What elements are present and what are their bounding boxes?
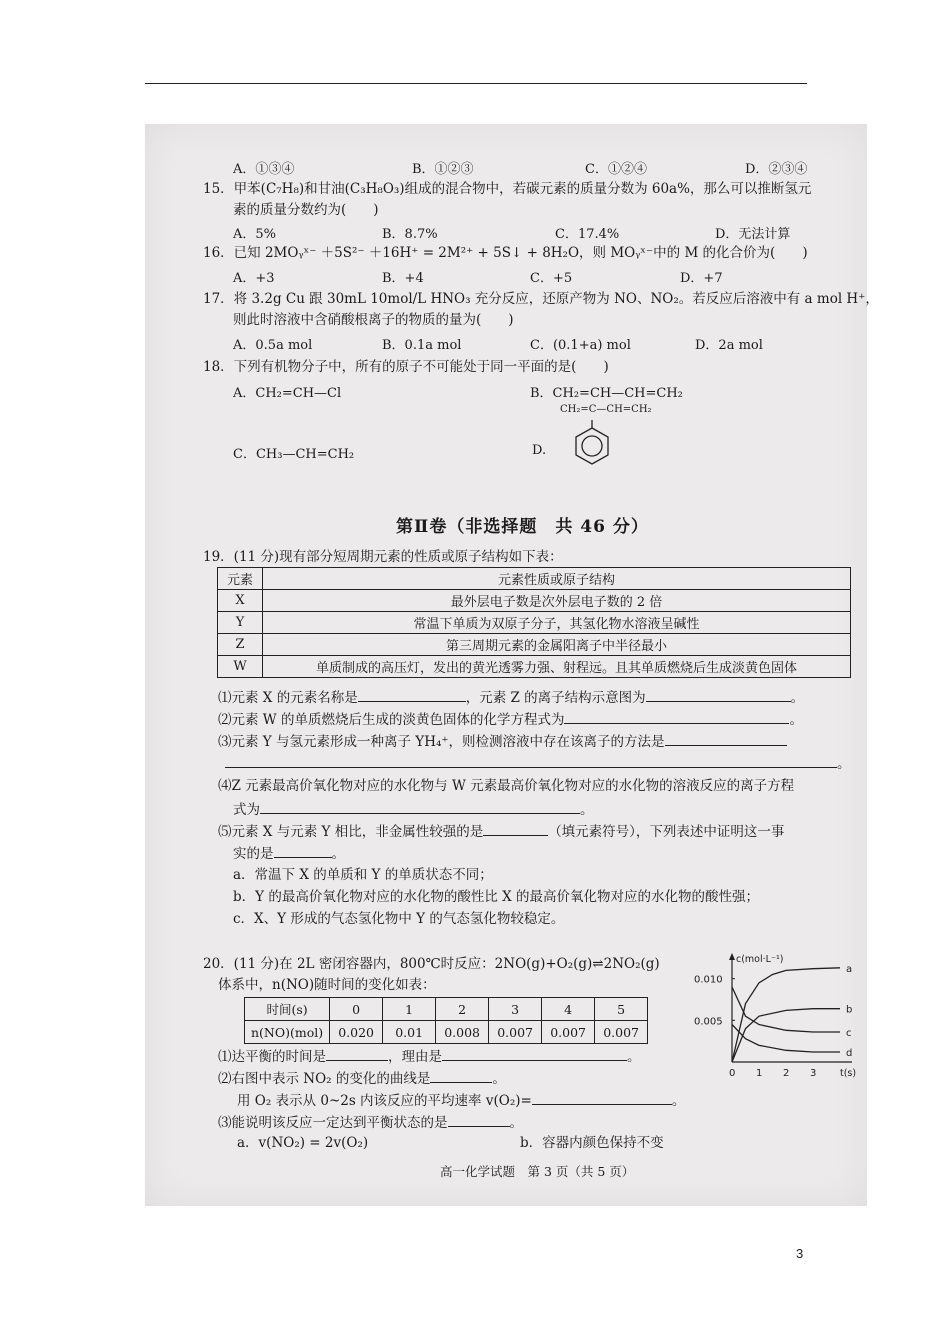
table-cell: 4 <box>542 998 595 1021</box>
table-cell: 5 <box>595 998 648 1021</box>
q17-line1: 17．将 3.2g Cu 跟 30mL 10mol/L HNO₃ 充分反应，还原产物为 NO、NO₂。若反应后溶液中有 a mol H⁺， <box>203 291 879 307</box>
series-label-c: c <box>846 1028 852 1039</box>
table-cell: 最外层电子数是次外层电子数的 2 倍 <box>263 590 851 612</box>
answer-blank[interactable] <box>448 1112 510 1127</box>
table-cell: Z <box>218 634 263 656</box>
table-cell: 0.008 <box>436 1021 489 1044</box>
answer-blank[interactable] <box>225 753 837 768</box>
x-tick-label: 0 <box>729 1068 736 1079</box>
q18-option-b: B．CH₂=CH—CH=CH₂ <box>530 386 683 401</box>
series-line-a <box>732 968 840 1062</box>
table-cell: W <box>218 656 263 678</box>
q17-option-d: D．2a mol <box>695 338 763 353</box>
q16-option-a: A．+3 <box>233 271 275 286</box>
q18-line1: 18．下列有机物分子中，所有的原子不可能处于同一平面的是( ) <box>203 359 609 375</box>
page-number: 3 <box>796 1246 804 1261</box>
q14-option-a: A．①③④ <box>233 162 295 177</box>
q15-line1: 15．甲苯(C₇H₈)和甘油(C₃H₈O₃)组成的混合物中，若碳元素的质量分数为 60a%，那么可以推断氢元 <box>203 181 812 197</box>
q15-option-b: B．8.7% <box>382 227 438 242</box>
q20-option-a: a．v(NO₂) = 2v(O₂) <box>237 1135 369 1151</box>
answer-blank[interactable] <box>442 1046 627 1061</box>
q19-option-a: a．常温下 X 的单质和 Y 的单质状态不同； <box>233 867 493 883</box>
q19-part4-line1: ⑷Z 元素最高价氧化物对应的水化物与 W 元素最高价氧化物对应的水化物的溶液反应的离子方程 <box>218 778 795 794</box>
q19-part3 <box>218 731 787 751</box>
table-header-property: 元素性质或原子结构 <box>263 568 851 590</box>
y-tick-label: 0.010 <box>694 974 723 986</box>
table-cell: 2 <box>436 998 489 1021</box>
table-cell: 第三周期元素的金属阳离子中半径最小 <box>263 634 851 656</box>
q16-option-d: D．+7 <box>680 271 723 286</box>
section-title: 第Ⅱ卷（非选择题 共 46 分） <box>396 517 649 537</box>
answer-blank[interactable] <box>358 687 466 702</box>
q20-line2: 体系中，n(NO)随时间的变化如表： <box>218 977 436 993</box>
q19-part4-text: 式为 <box>233 802 260 818</box>
q18-option-a: A．CH₂=CH—Cl <box>233 386 342 401</box>
q15-option-c: C．17.4% <box>555 227 620 242</box>
series-line-b <box>732 1009 840 1062</box>
table-row <box>218 656 851 678</box>
q16-line1: 16．已知 2MOᵧˣ⁻ ＋5S²⁻ ＋16H⁺ = 2M²⁺ + 5S↓ + 8H₂O，则 MOᵧˣ⁻中的 M 的化合价为( ) <box>203 245 808 261</box>
series-line-c <box>732 987 840 1032</box>
q17-option-c: C．(0.1+a) mol <box>530 338 631 353</box>
q19-part5-line2: 实的是 。 <box>233 843 345 863</box>
q18-d-formula: CH₂=C—CH=CH₂ <box>560 404 652 415</box>
answer-blank[interactable] <box>430 1068 492 1083</box>
q17-option-b: B．0.1a mol <box>382 338 462 353</box>
q19-part5-text-a: ⑸元素 X 与元素 Y 相比，非金属性较强的是 <box>218 824 484 840</box>
q17-option-a: A．0.5a mol <box>233 338 313 353</box>
q20-table <box>244 997 648 1044</box>
q20-part1: ⑴达平衡的时间是 ，理由是 。 <box>218 1046 641 1066</box>
q15-option-d: D．无法计算 <box>715 227 791 242</box>
q20-part2-text: ⑵右图中表示 NO₂ 的变化的曲线是 <box>218 1071 431 1087</box>
q14-option-b: B．①②③ <box>412 162 474 177</box>
q19-part5-text-c: 实的是 <box>233 846 274 862</box>
q18-option-c: C．CH₃—CH=CH₂ <box>233 447 355 462</box>
series-line-d <box>732 1025 840 1053</box>
table-row <box>218 612 851 634</box>
x-tick-label: 3 <box>810 1068 817 1079</box>
answer-blank[interactable] <box>665 731 787 746</box>
x-tick-label: 1 <box>756 1068 763 1079</box>
q19-part2-text: ⑵元素 W 的单质燃烧后生成的淡黄色固体的化学方程式为 <box>218 712 565 728</box>
table-cell: 时间(s) <box>245 998 330 1021</box>
y-axis-arrow <box>729 953 735 960</box>
answer-blank[interactable] <box>646 687 791 702</box>
q20-part1-text-b: ，理由是 <box>388 1049 442 1065</box>
y-tick-label: 0.005 <box>694 1016 723 1028</box>
q19-table <box>217 567 851 678</box>
table-cell: Y <box>218 612 263 634</box>
q20-part2-line2: 用 O₂ 表示从 0~2s 内该反应的平均速率 v(O₂)= 。 <box>237 1090 685 1110</box>
q19-part3-line2: 。 <box>225 753 851 773</box>
q15-line2: 素的质量分数约为( ) <box>233 202 379 218</box>
q19-part4-line2: 式为 。 <box>233 799 594 819</box>
q18-option-d: D. <box>532 443 547 458</box>
q19-option-c: c．X、Y 形成的气态氢化物中 Y 的气态氢化物较稳定。 <box>233 911 565 927</box>
q20-part1-text-a: ⑴达平衡的时间是 <box>218 1049 326 1065</box>
table-row <box>245 1021 648 1044</box>
page-footer: 高一化学试题 第 3 页（共 5 页） <box>440 1164 635 1179</box>
q16-option-c: C．+5 <box>530 271 573 286</box>
q19-part1-text-b: ，元素 Z 的离子结构示意图为 <box>465 690 646 706</box>
answer-blank[interactable] <box>564 709 789 724</box>
concentration-time-chart <box>692 950 862 1080</box>
answer-blank[interactable] <box>326 1046 388 1061</box>
table-cell: 3 <box>489 998 542 1021</box>
answer-blank[interactable] <box>483 821 548 836</box>
benzene-ring-icon <box>570 420 614 466</box>
x-axis-label: t(s) <box>840 1068 857 1079</box>
table-cell: 0.007 <box>489 1021 542 1044</box>
q19-option-b: b．Y 的最高价氧化物对应的水化物的酸性比 X 的最高价氧化物对应的水化物的酸性强； <box>233 889 760 905</box>
table-cell: 1 <box>383 998 436 1021</box>
table-row <box>245 998 648 1021</box>
y-axis-label: c(mol·L⁻¹) <box>736 954 784 965</box>
x-tick-label: 2 <box>783 1068 790 1079</box>
q20-part2: ⑵右图中表示 NO₂ 的变化的曲线是 。 <box>218 1068 506 1088</box>
table-cell: X <box>218 590 263 612</box>
q19-part5-text-b: （填元素符号），下列表述中证明这一事 <box>548 824 785 840</box>
answer-blank[interactable] <box>260 799 580 814</box>
q15-option-a: A．5% <box>233 227 277 242</box>
answer-blank[interactable] <box>274 843 332 858</box>
table-cell: n(NO)(mol) <box>245 1021 330 1044</box>
answer-blank[interactable] <box>532 1090 672 1105</box>
q19-part3-text: ⑶元素 Y 与氢元素形成一种离子 YH₄⁺，则检测溶液中存在该离子的方法是 <box>218 734 665 750</box>
table-cell: 常温下单质为双原子分子，其氢化物水溶液呈碱性 <box>263 612 851 634</box>
q14-option-c: C．①②④ <box>585 162 647 177</box>
table-row <box>218 590 851 612</box>
q19-part2: ⑵元素 W 的单质燃烧后生成的淡黄色固体的化学方程式为 。 <box>218 709 803 729</box>
table-cell: 0.01 <box>383 1021 436 1044</box>
table-header-row <box>218 568 851 590</box>
q19-part1: ⑴元素 X 的元素名称是 ，元素 Z 的离子结构示意图为 。 <box>218 687 804 707</box>
series-label-b: b <box>846 1004 853 1016</box>
header-rule <box>145 83 807 84</box>
table-cell: 0.020 <box>330 1021 383 1044</box>
q20-part2-text-b: 用 O₂ 表示从 0~2s 内该反应的平均速率 v(O₂)= <box>237 1093 532 1109</box>
table-cell: 0.007 <box>595 1021 648 1044</box>
q14-option-d: D．②③④ <box>745 162 808 177</box>
q19-intro: 19．(11 分)现有部分短周期元素的性质或原子结构如下表： <box>203 549 563 565</box>
q17-line2: 则此时溶液中含硝酸根离子的物质的量为( ) <box>233 312 514 328</box>
q16-option-b: B．+4 <box>382 271 424 286</box>
table-cell: 单质制成的高压灯，发出的黄光透雾力强、射程远。且其单质燃烧后生成淡黄色固体 <box>263 656 851 678</box>
table-cell: 0.007 <box>542 1021 595 1044</box>
series-label-d: d <box>846 1048 853 1059</box>
q19-part5-line1 <box>218 821 784 841</box>
table-cell: 0 <box>330 998 383 1021</box>
q20-part3: ⑶能说明该反应一定达到平衡状态的是 。 <box>218 1112 523 1132</box>
q20-part3-text: ⑶能说明该反应一定达到平衡状态的是 <box>218 1115 448 1131</box>
table-row <box>218 634 851 656</box>
q20-option-b: b．容器内颜色保持不变 <box>520 1135 664 1151</box>
table-header-element: 元素 <box>218 568 263 590</box>
series-label-a: a <box>846 963 853 975</box>
q20-line1: 20．(11 分)在 2L 密闭容器内，800℃时反应：2NO(g)+O₂(g)⇌2NO₂(g) <box>203 956 660 972</box>
q19-part1-text-a: ⑴元素 X 的元素名称是 <box>218 690 358 706</box>
